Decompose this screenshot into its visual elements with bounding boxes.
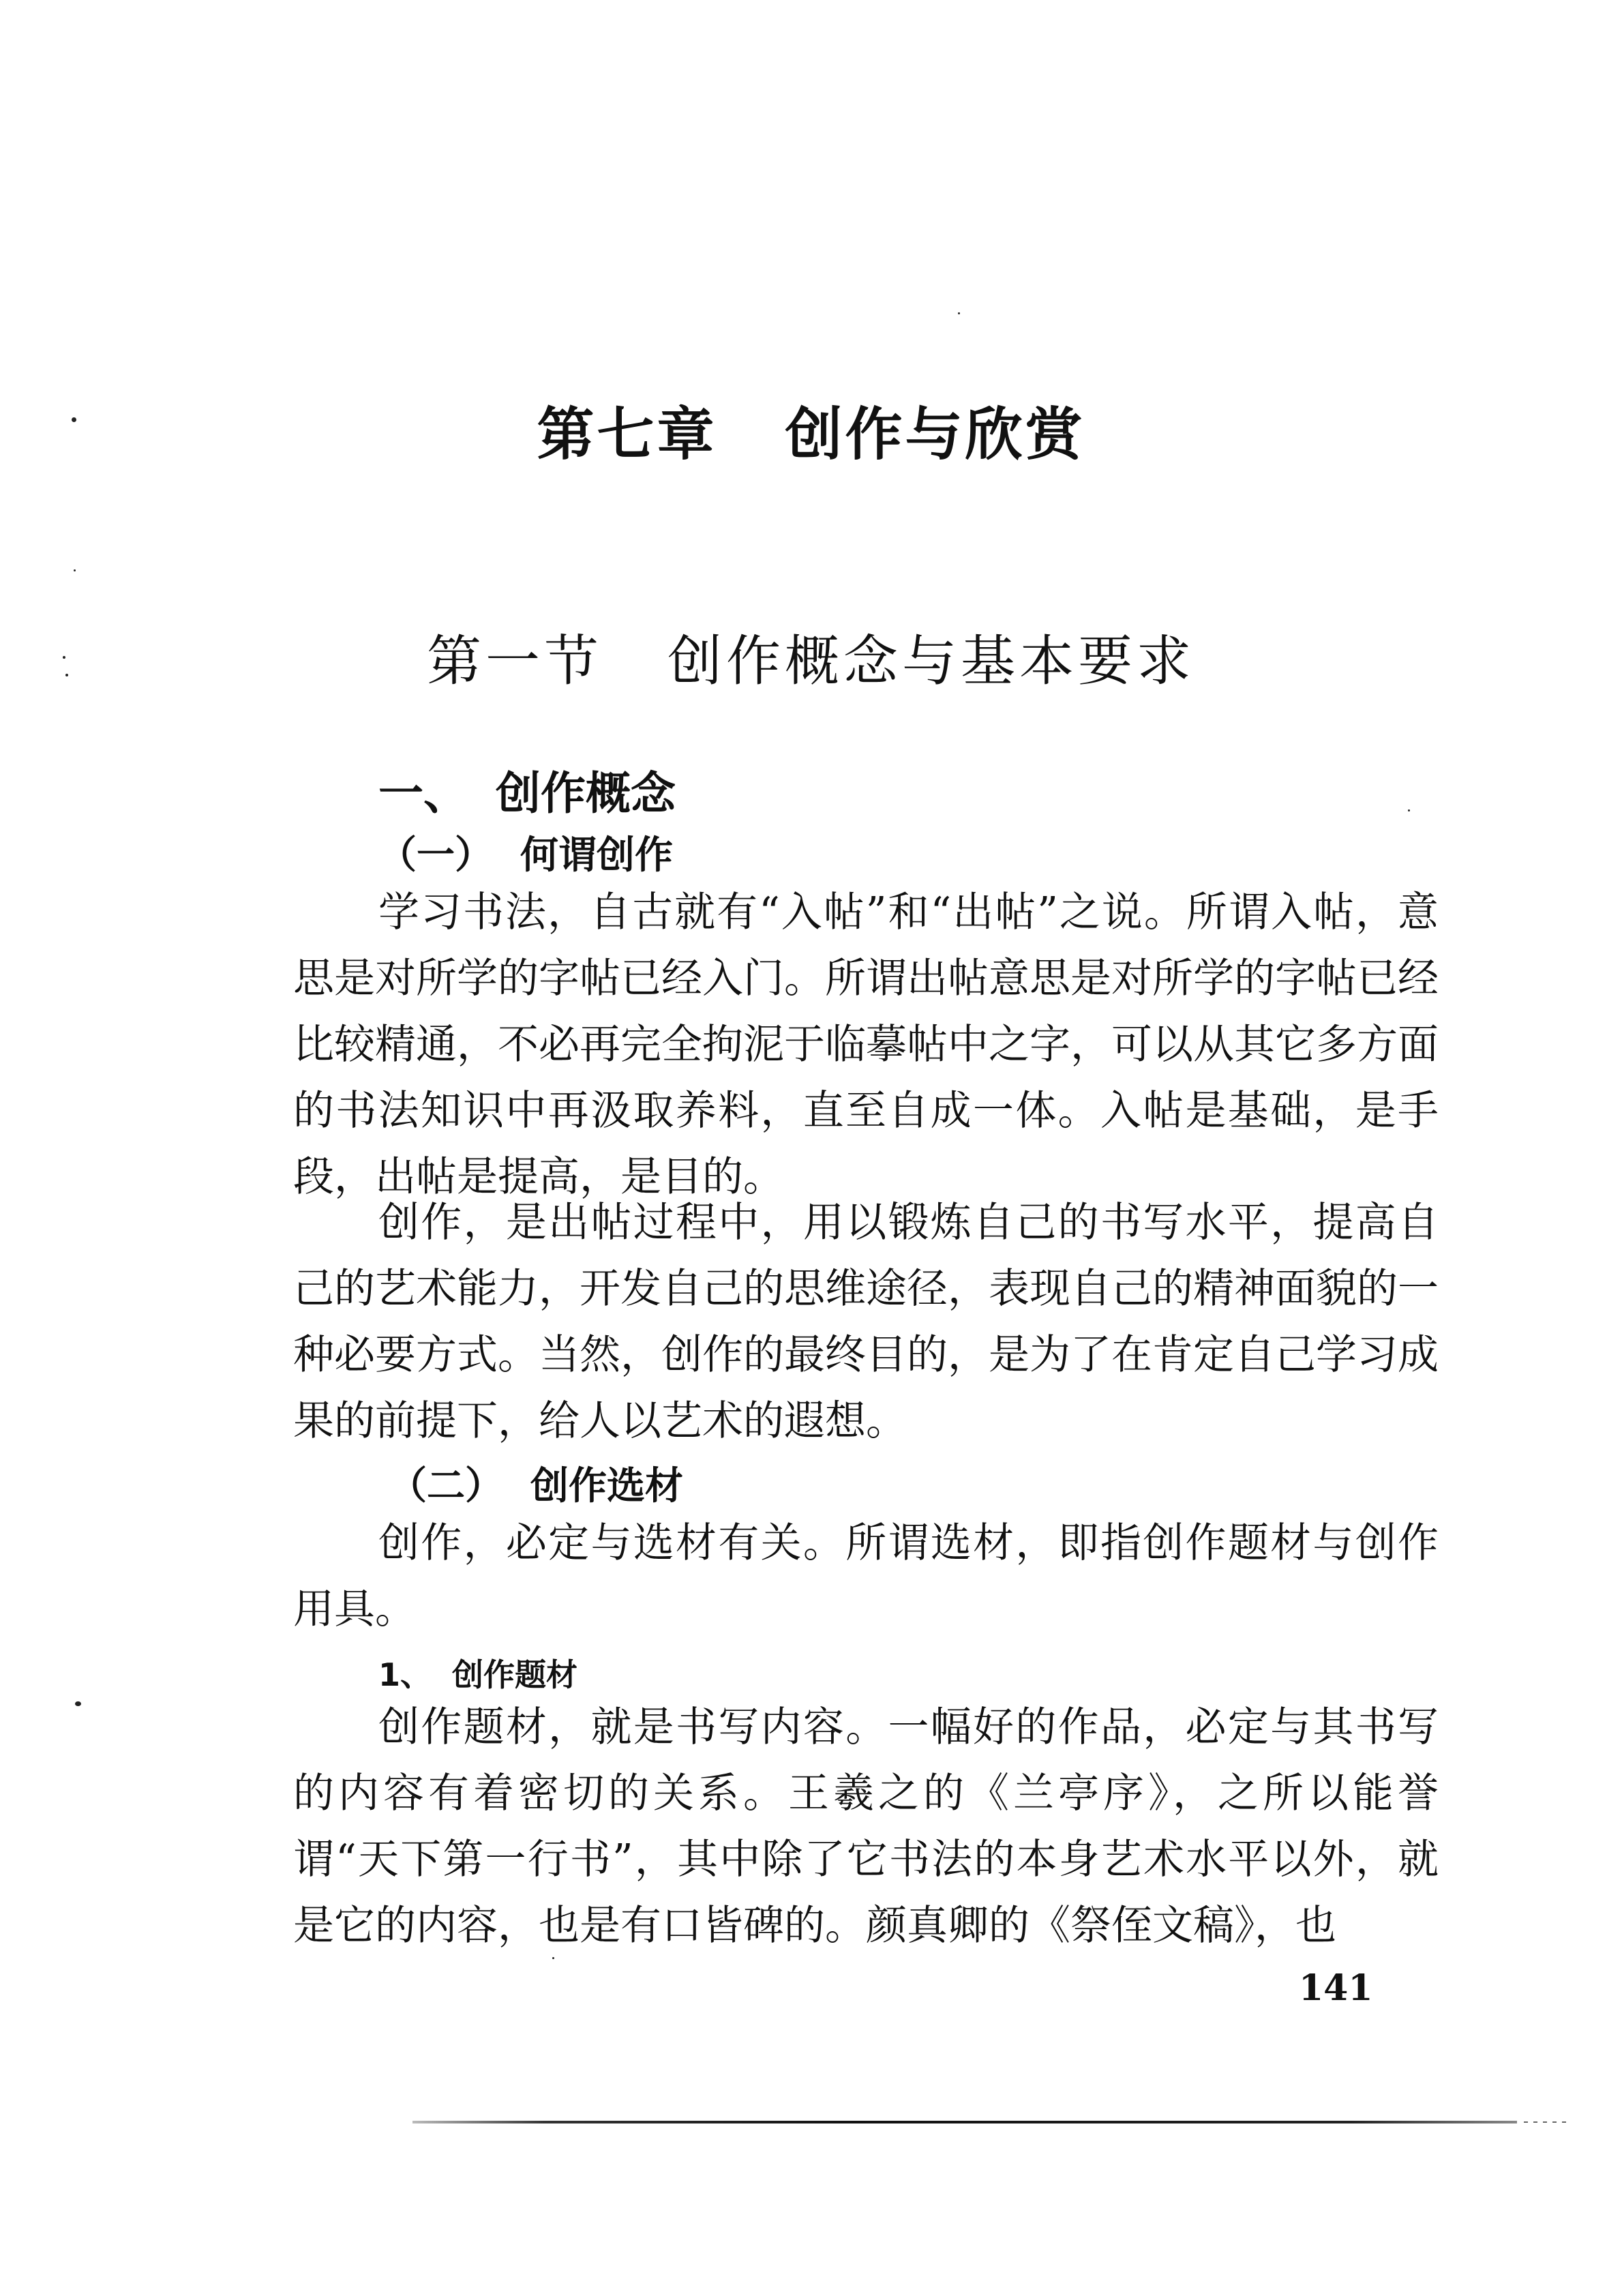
heading-creation-concept [378, 757, 676, 822]
heading-creation-subject [378, 1650, 577, 1695]
scan-speck [958, 312, 960, 314]
heading-label: 创作概念 [496, 767, 676, 820]
subsection-number: （一） [378, 833, 493, 878]
scan-speck [74, 569, 76, 571]
paragraph-material-selection: 创作，必定与选材有关。所谓选材，即指创作题材与创作用具。 [293, 1519, 1439, 1633]
paragraph-creation-subject: 创作题材，就是书写内容。一幅好的作品，必定与其书写的内容有着密切的关系。王羲之的《兰亭序》，之所以能誉谓“天下第一行书”，其中除了它书法的本身艺术水平以外，就是它的内容，也是有口皆碑的。颜真卿的《祭侄文稿》，也 [293, 1703, 1439, 1950]
subsection-label: 创作选材 [530, 1464, 683, 1508]
paragraph-creation-purpose: 创作，是出帖过程中，用以锻炼自己的书写水平，提高自己的艺术能力，开发自己的思维途径，表现自己的精神面貌的一种必要方式。当然，创作的最终目的，是为了在肯定自己学习成果的前提下，给人以艺术的遐想。 [293, 1199, 1439, 1445]
chapter-name: 创作与欣赏 [785, 401, 1085, 468]
section-name: 创作概念与基本要求 [667, 629, 1195, 693]
bottom-rule-tail [1524, 2121, 1572, 2123]
subsection-material-selection [389, 1456, 683, 1510]
scan-speck [552, 1957, 554, 1959]
bottom-rule [412, 2121, 1517, 2123]
scan-speck [72, 417, 76, 422]
paragraph-entering-leaving-model: 学习书法，自古就有“入帖”和“出帖”之说。所谓入帖，意思是对所学的字帖已经入门。所谓出帖意思是对所学的字帖已经比较精通，不必再完全拘泥于临摹帖中之字，可以从其它多方面的书法知识中再汲取养料，直至自成一体。入帖是基础，是手段，出帖是提高，是目的。 [293, 889, 1439, 1201]
scan-speck [75, 1701, 81, 1706]
heading-number: 1、 [378, 1656, 432, 1693]
subsection-what-is-creation [378, 825, 673, 880]
scan-speck [1408, 809, 1410, 811]
section-number: 第一节 [427, 629, 603, 693]
chapter-number: 第七章 [537, 401, 717, 468]
heading-number: 一、 [378, 767, 468, 820]
heading-label: 创作题材 [452, 1656, 578, 1693]
subsection-number: （二） [389, 1464, 503, 1508]
scan-speck [65, 674, 68, 676]
scan-speck [63, 656, 65, 659]
subsection-label: 何谓创作 [520, 833, 673, 878]
section-title [0, 617, 1622, 696]
chapter-title [0, 389, 1622, 471]
page-number: 141 [1299, 1967, 1373, 2009]
